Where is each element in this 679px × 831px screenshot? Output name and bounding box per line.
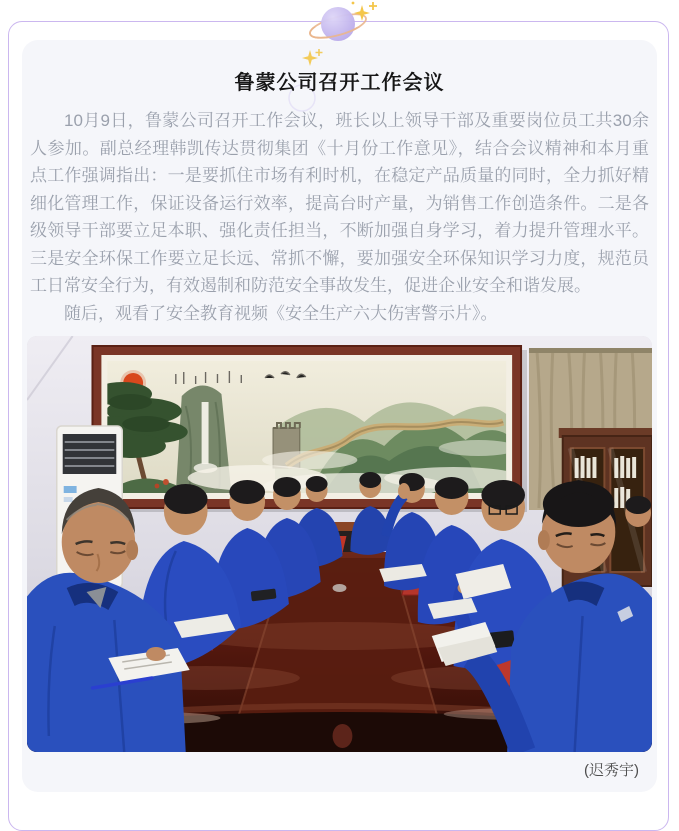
article-body [30, 107, 649, 327]
content-panel [22, 40, 657, 792]
paragraph-1: 10月9日，鲁蒙公司召开工作会议，班长以上领导干部及重要岗位员工共30余人参加。副总经理韩凯传达贯彻集团《十月份工作意见》，结合会议精神和本月重点工作强调指出：一是要抓住市场有利时机，在稳定产品质量的同时，全力抓好精细化管理工作，保证设备运行效率，提高台时产量，为销售工作创造条件。二是各级领导干部要立足本职、强化责任担当，不断加强自身学习，着力提升管理水平。三是安全环保工作要立足长远、常抓不懈，要加强安全环保知识学习力度，规范员工日常安全行为，有效遏制和防范安全事故发生，促进企业安全和谐发展。 [30, 111, 649, 295]
meeting-photo [27, 336, 652, 752]
sparkle-icon [354, 5, 370, 21]
byline: (迟秀宇) [584, 762, 639, 779]
planet-icon [300, 0, 386, 54]
table-leg-knob [333, 724, 353, 748]
page-title: 鲁蒙公司召开工作会议 [234, 72, 445, 94]
paragraph-2: 随后，观看了安全教育视频《安全生产六大伤害警示片》。 [64, 303, 498, 323]
meeting-room-illustration [27, 336, 652, 752]
